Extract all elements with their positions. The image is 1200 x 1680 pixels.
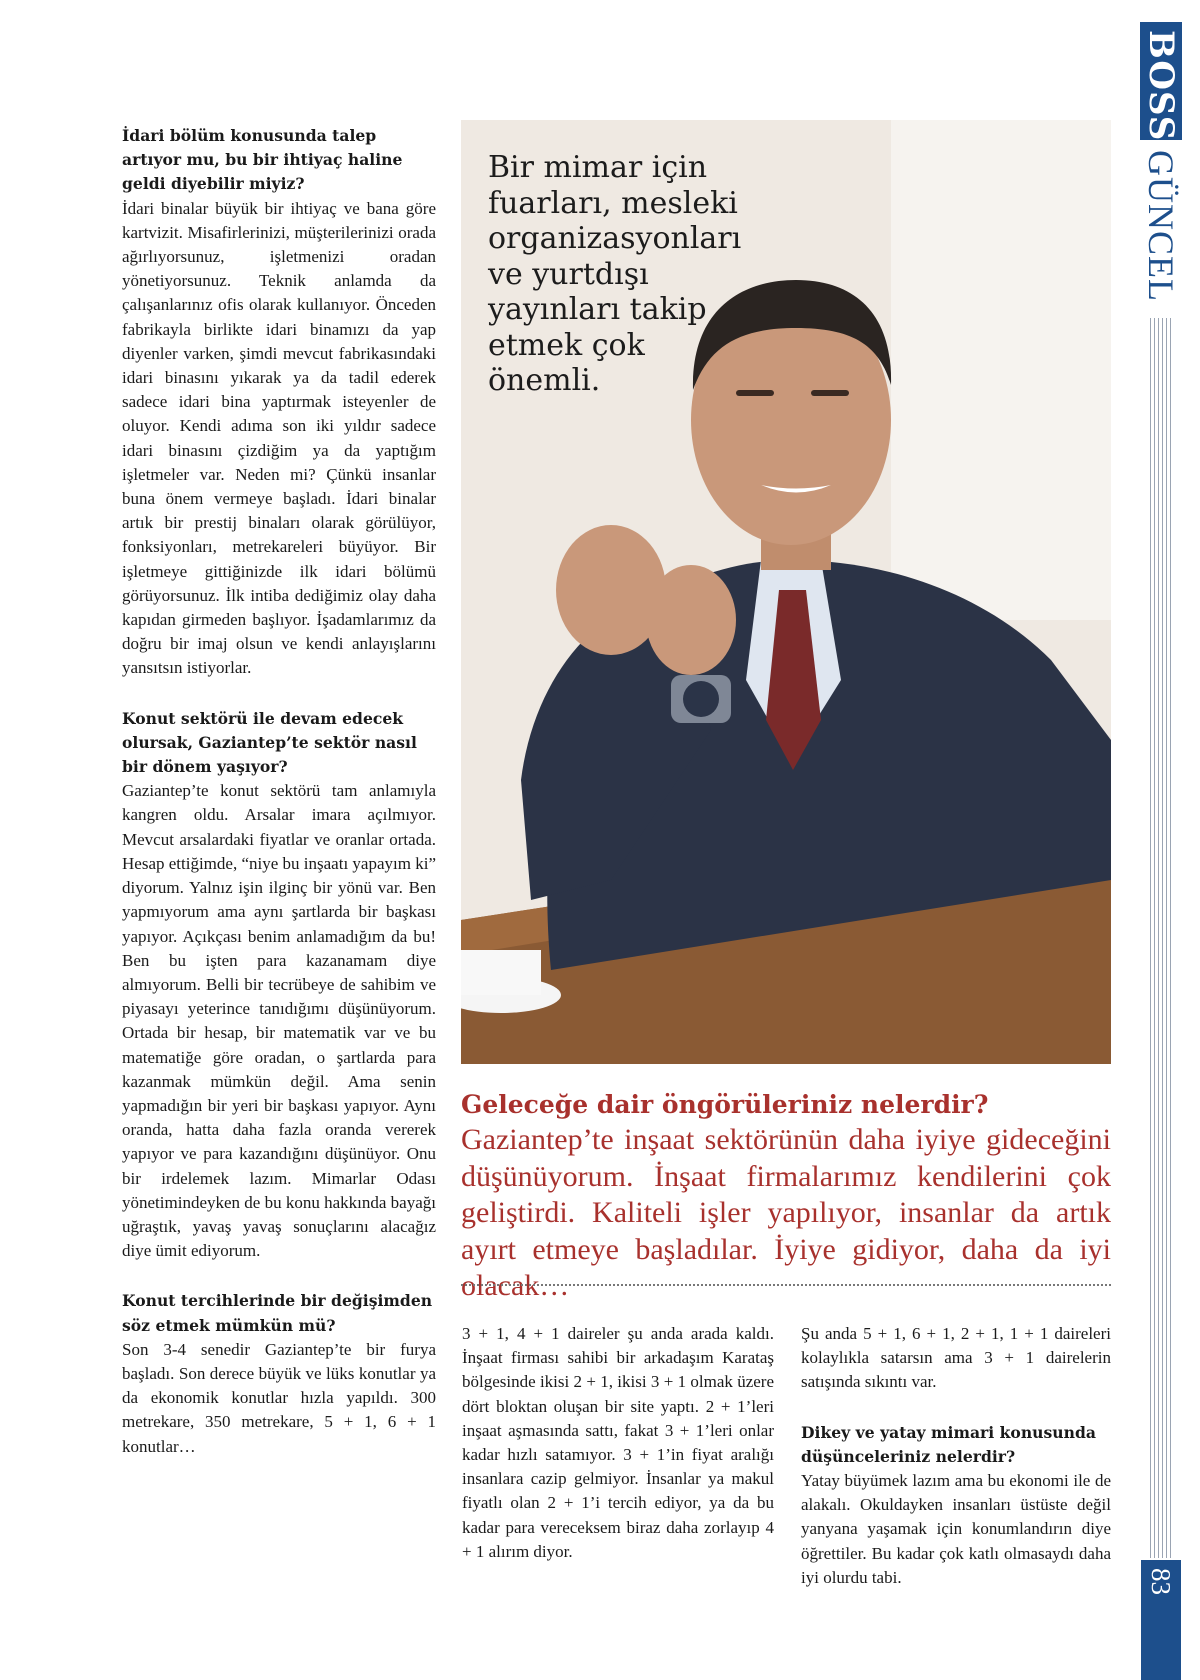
interview-answer: Son 3-4 senedir Gaziantep’te bir furya başladı. Son derece büyük ve lüks konutlar ya da ekonomik konutlar hızla yapıldı. 300 metrekare, 350 metrekare, 5 + 1, 6 + 1 konutlar… — [122, 1339, 436, 1456]
qa-block — [801, 1421, 1111, 1590]
highlight-block — [461, 1088, 1111, 1305]
interview-question: Dikey ve yatay mimari konusunda düşünceleriniz nelerdir? — [801, 1422, 1096, 1466]
interview-question: Konut tercihlerinde bir değişimden söz etmek mümkün mü? — [122, 1291, 433, 1335]
interview-question: Konut sektörü ile devam edecek olursak, Gaziantep’te sektör nasıl bir dönem yaşıyor? — [122, 708, 417, 777]
right-column — [801, 1322, 1111, 1590]
dotted-divider — [461, 1284, 1111, 1286]
left-column — [122, 124, 436, 1459]
qa-block — [122, 1289, 436, 1458]
interview-answer: 3 + 1, 4 + 1 daireler şu anda arada kaldı. İnşaat firması sahibi bir arkadaşım Karataş bölgesinde ikisi 2 + 1, ikisi 3 + 1 olmak üzere dört bloktan oluşan bir site yaptı. 2 + 1’leri inşaat aşmasında sattı, fakat 3 + 1’leri onlar kadar hızlı satamıyor. 3 + 1’in fiyat aralığı insanlara cazip gelmiyor. İnsanlar ya makul fiyatlı olan 2 + 1’i tercih ediyor, ya da bu kadar para vereceksem biraz daha zorlayıp 4 + 1 alırım diyor. — [462, 1324, 774, 1561]
sidebar-rules — [1146, 318, 1176, 1558]
interview-answer: Şu anda 5 + 1, 6 + 1, 2 + 1, 1 + 1 daireleri kolaylıkla satarsın ama 3 + 1 dairelerin satışında sıkıntı var. — [801, 1324, 1111, 1392]
interview-question: İdari bölüm konusunda talep artıyor mu, bu bir ihtiyaç haline geldi diyebilir miyiz? — [122, 126, 403, 194]
brand-name: BOSS — [1141, 30, 1181, 142]
highlight-question: Geleceğe dair öngörüleriniz nelerdir? — [461, 1090, 989, 1119]
highlight-answer: Gaziantep’te inşaat sektörünün daha iyiye gideceğini düşünüyorum. İnşaat firmalarımız kendilerini çok geliştirdi. Kaliteli işler yapılıyor, insanlar da artık ayırt etmeye başladılar. İyiye gidiyor, daha da iyi olacak… — [461, 1123, 1111, 1302]
qa-block — [801, 1322, 1111, 1395]
interview-answer: Gaziantep’te konut sektörü tam anlamıyla kangren oldu. Arsalar imara açılmıyor. Mevcut arsalardaki fiyatlar ve oranlar ortada. Hesap ettiğimde, “niye bu inşaatı yapayım ki” diyorum. Yalnız işin ilginç bir yönü var. Ben yapmıyorum ama aynı şartlarda bir başkası yapıyor. Açıkçası benim anlamadığım da bu! Ben bu işten para kazanamam diye almıyorum. Belli bir tecrübeye de sahibim ve piyasayı yeterince tanıdığımı düşünüyorum. Ortada bir hesap, bir matematik var ve bu matematiğe göre oradan, o şartlarda para kazanmak mümkün değil. Ama senin yapmadığın bir yeri bir başkası yapıyor. Aynı oranda, hatta daha fazla oranda vererek yapıyor ve para kazandığını düşünüyor. Onu bir irdelemek lazım. Mimarlar Odası yönetimindeyken de bu konu hakkında bayağı uğraştık, yavaş yavaş sonuçlarını alacağız diye ümit ediyorum. — [122, 781, 436, 1261]
sidebar-brand — [1140, 22, 1182, 302]
page-number: 83 — [1146, 1568, 1176, 1595]
section-title: GÜNCEL — [1141, 150, 1181, 302]
pull-quote: Bir mimar için fuarları, mesleki organizasyonları ve yurtdışı yayınları takip etmek çok önemli. — [488, 150, 742, 398]
middle-column — [462, 1322, 774, 1564]
qa-block — [462, 1322, 774, 1564]
qa-block — [122, 124, 436, 681]
portrait-photo — [461, 120, 1111, 1064]
qa-block — [122, 707, 436, 1264]
interview-answer: İdari binalar büyük bir ihtiyaç ve bana göre kartvizit. Misafirlerinizi, müşterilerinizi orada ağırlıyorsunuz, işletmenizi oradan yönetiyorsunuz. Teknik anlamda da çalışanlarınız ofis olarak kullanıyor. Önceden fabrikayla birlikte idari binamızı da yap diyenler varken, şimdi mevcut fabrikasındaki idari binasını yıkarak ya da tadil ederek sadece idari bina yaptırmak isteyenler de oluyor. Kendi adıma son iki yıldır sadece idari binasını çizdiğim ya da yaptığım işletmeler var. Neden mi? Çünkü insanlar buna önem vermeye başladı. İdari binalar artık bir prestij binaları olarak görülüyor, fonksiyonları, metrekareleri büyüyor. Bir işletmeye gittiğinizde ilk idari bölümü görüyorsunuz. İlk intiba dediğimiz olay daha kapıdan girmeden başlıyor. İşadamlarımız da doğru bir imaj olsun ve kendi anlayışlarını yansıtsın istiyorlar. — [122, 198, 436, 678]
interview-answer: Yatay büyümek lazım ama bu ekonomi ile de alakalı. Okuldayken insanları üstüste değil yanyana yaşamak için konumlandırın diye öğrettiler. Bu kadar çok katlı olmasaydı daha iyi olurdu tabi. — [801, 1471, 1111, 1587]
